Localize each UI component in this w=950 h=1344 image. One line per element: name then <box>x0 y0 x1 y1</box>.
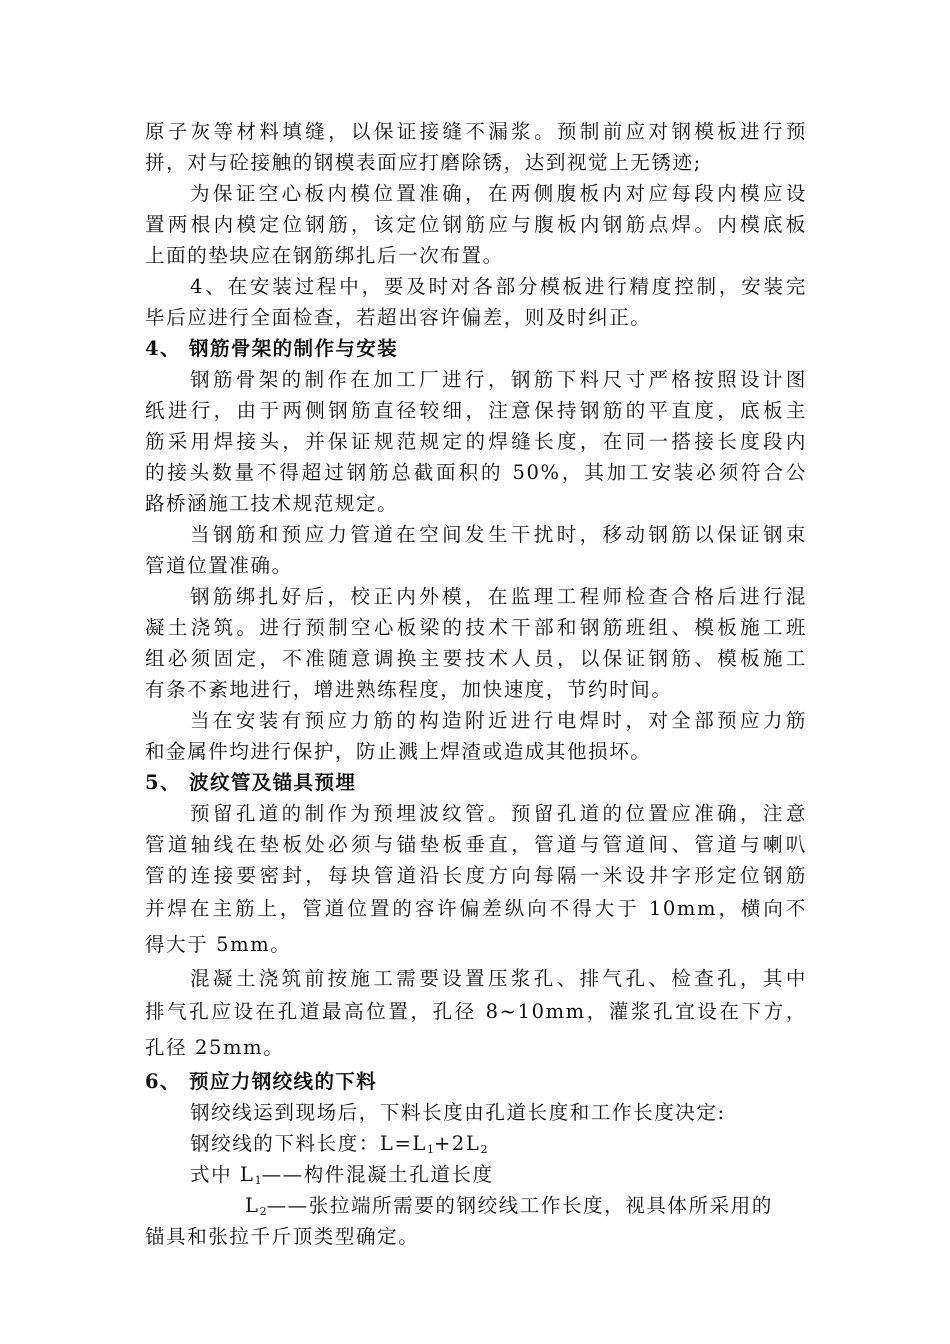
paragraph-line: 当钢筋和预应力管道在空间发生干扰时，移动钢筋以保证钢束 <box>190 523 807 546</box>
paragraph-line: 原子灰等材料填缝，以保证接缝不漏浆。预制前应对钢模板进行预 <box>145 120 807 143</box>
definition-line <box>145 1159 807 1190</box>
paragraph-line: 毕后应进行全面检查，若超出容许偏差，则及时纠正。 <box>145 306 652 329</box>
paragraph-line: 得大于 5mm。 <box>145 933 292 956</box>
paragraph-line: 为保证空心板内模位置准确，在两侧腹板内对应每段内模应设 <box>190 182 807 205</box>
paragraph-line: 管的连接要密封，每块管道沿长度方向每隔一米设井字形定位钢筋 <box>145 864 807 887</box>
section-heading: 6、 预应力钢绞线的下料 <box>145 1070 378 1093</box>
paragraph-line: 排气孔应设在孔道最高位置，孔径 8~10mm，灌浆孔宜设在下方， <box>145 1000 807 1023</box>
paragraph-line: 钢筋骨架的制作在加工厂进行，钢筋下料尺寸严格按照设计图 <box>190 368 807 391</box>
document-page <box>145 116 807 1252</box>
paragraph-line: 组必须固定，不准随意调换主要技术人员，以保证钢筋、模板施工 <box>145 647 807 670</box>
section-heading: 4、 钢筋骨架的制作与安装 <box>145 337 399 360</box>
paragraph-line: 路桥涵施工技术规范规定。 <box>145 492 399 515</box>
paragraph-line: 管道位置准确。 <box>145 554 293 577</box>
paragraph-line: 纸进行，由于两侧钢筋直径较细，注意保持钢筋的平直度，底板主 <box>145 399 807 422</box>
paragraph-line: 上面的垫块应在钢筋绑扎后一次布置。 <box>145 244 504 267</box>
paragraph-line: 混凝土浇筑前按施工需要设置压浆孔、排气孔、检查孔，其中 <box>190 967 807 990</box>
formula-text: +2L <box>433 1132 481 1155</box>
paragraph-line: 当在安装有预应力筋的构造附近进行电焊时，对全部预应力筋 <box>190 709 807 732</box>
section-heading: 5、 波纹管及锚具预埋 <box>145 771 357 794</box>
paragraph-line: 筋采用焊接头，并保证规范规定的焊缝长度，在同一搭接长度段内 <box>145 430 807 453</box>
formula-line <box>145 1128 807 1159</box>
paragraph-line: 预留孔道的制作为预埋波纹管。预留孔道的位置应准确，注意 <box>190 802 807 825</box>
paragraph-line: 锚具和张拉千斤顶类型确定。 <box>145 1225 420 1248</box>
definition-text: L <box>245 1194 260 1217</box>
subscript: 1 <box>426 1143 434 1156</box>
paragraph-line: 和金属件均进行保护，防止溅上焊渣或造成其他损坏。 <box>145 740 652 763</box>
formula-text: 钢绞线的下料长度：L=L <box>190 1132 427 1155</box>
paragraph-line: 管道轴线在垫板处必须与锚垫板垂直，管道与管道间、管道与喇叭 <box>145 833 807 856</box>
definition-text: ——构件混凝土孔道长度 <box>261 1163 494 1186</box>
definition-text: ——张拉端所需要的钢绞线工作长度，视具体所采用的 <box>266 1194 773 1217</box>
paragraph-line: 凝土浇筑。进行预制空心板梁的技术干部和钢筋班组、模板施工班 <box>145 616 807 639</box>
paragraph-line: 孔径 25mm。 <box>145 1036 285 1059</box>
definition-text: 式中 L <box>190 1163 255 1186</box>
subscript: 2 <box>259 1205 267 1218</box>
paragraph-line: 有条不紊地进行，增进熟练程度，加快速度，节约时间。 <box>145 678 673 701</box>
paragraph-line: 4、在安装过程中，要及时对各部分模板进行精度控制，安装完 <box>190 275 807 298</box>
definition-line <box>145 1190 807 1221</box>
paragraph-line: 拼，对与砼接触的钢模表面应打磨除锈，达到视觉上无锈迹; <box>145 151 702 174</box>
paragraph-line: 置两根内模定位钢筋，该定位钢筋应与腹板内钢筋点焊。内模底板 <box>145 213 807 236</box>
paragraph-line: 并焊在主筋上，管道位置的容许偏差纵向不得大于 10mm，横向不 <box>145 897 807 920</box>
paragraph-line: 钢筋绑扎好后，校正内外模，在监理工程师检查合格后进行混 <box>190 585 807 608</box>
paragraph-line: 钢绞线运到现场后，下料长度由孔道长度和工作长度决定: <box>190 1101 726 1124</box>
subscript: 1 <box>254 1174 262 1187</box>
paragraph-line: 的接头数量不得超过钢筋总截面积的 50%，其加工安装必须符合公 <box>145 461 807 484</box>
subscript: 2 <box>480 1143 488 1156</box>
